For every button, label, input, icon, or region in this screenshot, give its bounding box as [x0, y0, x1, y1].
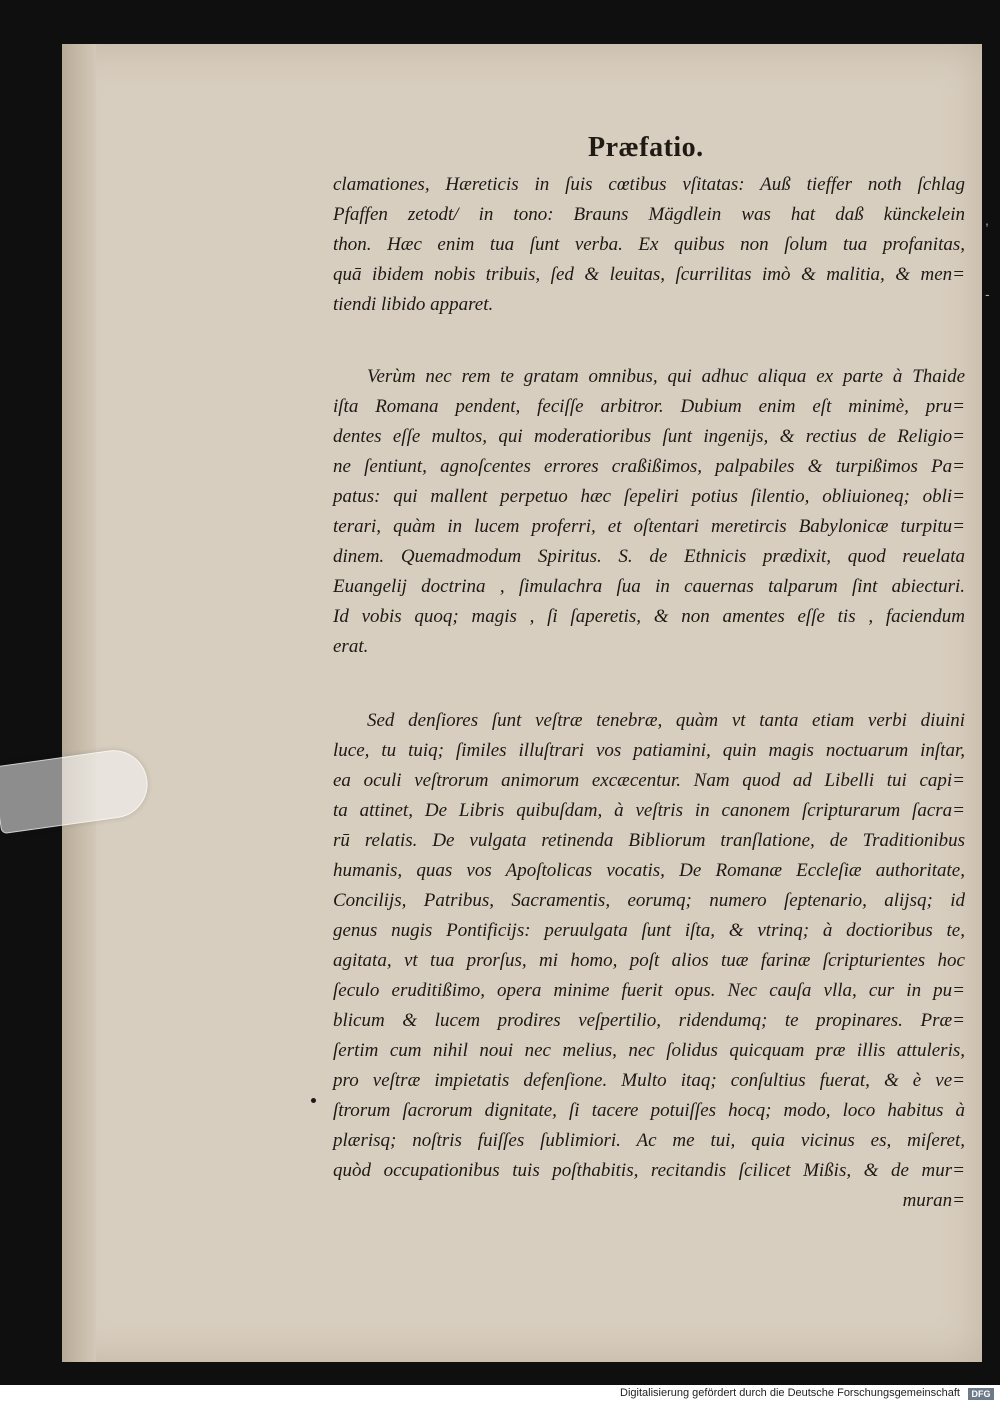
paragraph-gap — [333, 662, 965, 706]
text-line: ſeculo eruditißimo, opera minime fuerit opus. Nec cauſa vlla, cur in pu= — [333, 980, 965, 1001]
dfg-logo[interactable]: DFG — [968, 1388, 994, 1400]
text-line: Verùm nec rem te gratam omnibus, qui adhuc aliqua ex parte à Thaide — [367, 366, 965, 387]
text-line: ta attinet, De Libris quibuſdam, à veſtris in canonem ſcripturarum ſacra= — [333, 800, 965, 821]
text-line: ea oculi veſtrorum animorum excæcentur. Nam quod ad Libelli tui capi= — [333, 770, 965, 791]
paragraph-1 — [333, 170, 965, 320]
ink-dot — [311, 1098, 316, 1103]
text-line: quā ibidem nobis tribuis, ſed & leuitas, ſcurrilitas imò & malitia, & men= — [333, 264, 965, 285]
funding-note: Digitalisierung gefördert durch die Deutsche Forschungsgemeinschaft — [620, 1387, 960, 1399]
text-line: erat. — [333, 636, 369, 657]
margin-mark: - — [985, 286, 990, 302]
text-line: humanis, quas vos Apoſtolicas vocatis, De Romanæ Eccleſiæ authoritate, — [333, 860, 965, 881]
text-line: dentes eſſe multos, qui moderatioribus ſunt ingenijs, & rectius de Religio= — [333, 426, 965, 447]
text-line: Id vobis quoq; magis , ſi ſaperetis, & non amentes eſſe tis , faciendum — [333, 606, 965, 627]
paragraph-3 — [333, 706, 965, 1216]
text-line: Sed denſiores ſunt veſtræ tenebræ, quàm vt tanta etiam verbi diuini — [367, 710, 965, 731]
text-line: blicum & lucem prodires veſpertilio, ridendumq; te propinares. Præ= — [333, 1010, 965, 1031]
text-line: tiendi libido apparet. — [333, 294, 494, 315]
paragraph-gap — [333, 320, 965, 362]
text-line: ſtrorum ſacrorum dignitate, ſi tacere potuiſſes hocq; modo, loco habitus à — [333, 1100, 965, 1121]
text-line: plærisq; noſtris fuiſſes ſublimiori. Ac me tui, quia vicinus es, miſeret, — [333, 1130, 965, 1151]
text-line: quòd occupationibus tuis poſthabitis, recitandis ſcilicet Mißis, & de mur= — [333, 1160, 965, 1181]
text-line: ſertim cum nihil noui nec melius, nec ſolidus quicquam præ illis attuleris, — [333, 1040, 965, 1061]
body-text — [333, 170, 965, 1216]
text-line: thon. Hæc enim tua ſunt verba. Ex quibus non ſolum tua profanitas, — [333, 234, 965, 255]
text-line: agitata, vt tua prorſus, mi homo, poſt alios tuæ farinæ ſcripturientes hoc — [333, 950, 965, 971]
catchword: muran= — [902, 1190, 965, 1211]
text-line: clamationes, Hæreticis in ſuis cœtibus vſitatas: Auß tieffer noth ſchlag — [333, 174, 965, 195]
text-line: pro veſtræ impietatis defenſione. Multo itaq; conſultius fuerat, & è ve= — [333, 1070, 965, 1091]
text-line: genus nugis Pontificijs: peruulgata ſunt iſta, & vtrinq; à doctioribus te, — [333, 920, 965, 941]
text-line: Concilijs, Patribus, Sacramentis, eorumq; numero ſeptenario, alijsq; id — [333, 890, 965, 911]
running-head: Præfatio. — [588, 132, 704, 163]
page-gutter — [62, 44, 96, 1362]
text-line: rū relatis. De vulgata retinenda Bibliorum tranſlatione, de Traditionibus — [333, 830, 965, 851]
text-line: patus: qui mallent perpetuo hæc ſepeliri potius ſilentio, obliuioneq; obli= — [333, 486, 965, 507]
text-line: terari, quàm in lucem proferri, et oſtentari meretircis Babylonicæ turpitu= — [333, 516, 965, 537]
margin-mark: , — [985, 212, 989, 228]
text-line: dinem. Quemadmodum Spiritus. S. de Ethnicis prædixit, quod reuelata — [333, 546, 965, 567]
text-line: Euangelij doctrina , ſimulachra ſua in cauernas talparum ſint abiecturi. — [333, 576, 965, 597]
text-line: luce, tu tuiq; ſimiles illuſtrari vos patiamini, quin magis noctuarum inſtar, — [333, 740, 965, 761]
text-line: Pfaffen zetodt/ in tono: Brauns Mägdlein was hat daß künckelein — [333, 204, 965, 225]
footer-bar — [0, 1385, 1000, 1404]
paragraph-2 — [333, 362, 965, 662]
text-line: ne ſentiunt, agnoſcentes errores craßißimos, palpabiles & turpißimos Pa= — [333, 456, 965, 477]
text-line: iſta Romana pendent, feciſſe arbitror. Dubium enim eſt minimè, pru= — [333, 396, 965, 417]
